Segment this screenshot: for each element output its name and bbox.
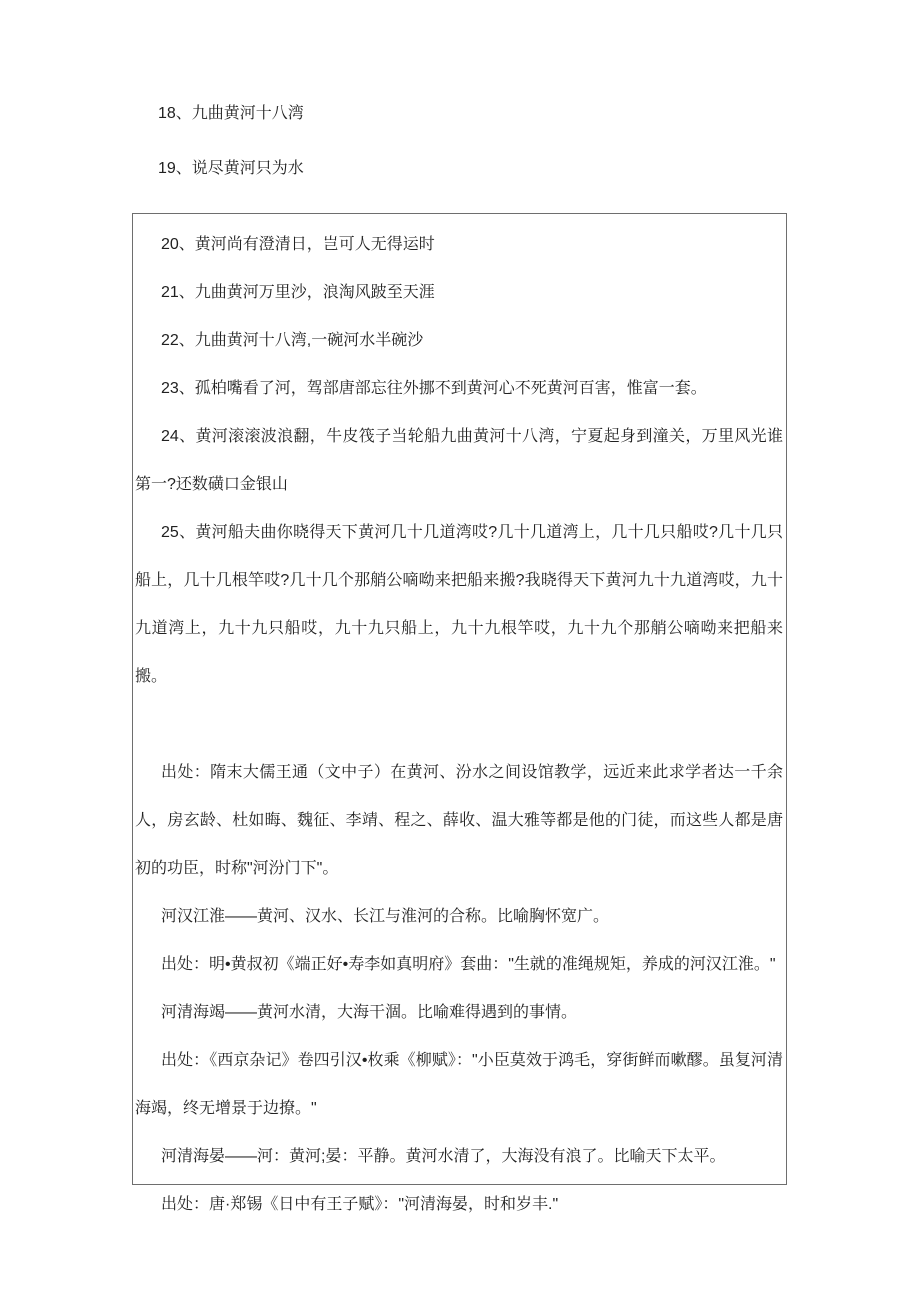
saying-line-24: 24、黄河滚滚波浪翻，牛皮筏子当轮船九曲黄河十八湾，宁夏起身到潼关，万里风光谁第一?还数磺口金银山	[135, 428, 783, 493]
idiom-hehanjianghuai: 河汉江淮——黄河、汉水、长江与淮河的合称。比喻胸怀宽广。	[161, 908, 610, 925]
source-note-hefen: 出处：隋末大儒王通（文中子）在黄河、汾水之间设馆教学，远近来此求学者达一千余人，房玄龄、杜如晦、魏征、李靖、程之、薛收、温大雅等都是他的门徒，而这些人都是唐初的功臣，时称"河汾门下"。	[135, 764, 783, 877]
idiom-heqinghaijie: 河清海竭——黄河水清，大海干涸。比喻难得遇到的事情。	[161, 1004, 578, 1021]
text-frame	[132, 213, 787, 1213]
blank-line	[135, 701, 783, 749]
source-note-heqinghaiyan: 出处：唐·郑锡《日中有王子赋》："河清海晏，时和岁丰."	[161, 1196, 559, 1213]
saying-line-22: 22、九曲黄河十八湾,一碗河水半碗沙	[161, 332, 424, 349]
saying-line-19: 19、说尽黄河只为水	[158, 160, 304, 177]
source-note-heqinghaijie: 出处：《西京杂记》卷四引汉•枚乘《柳赋》："小臣莫效于鸿毛，穿街鲜而嗽醪。虽复河清海竭，终无增景于边撩。"	[135, 1052, 783, 1117]
saying-line-23: 23、孤柏嘴看了河，驾部唐部忘往外挪不到黄河心不死黄河百害，惟富一套。	[161, 380, 707, 397]
saying-line-20: 20、黄河尚有澄清日，岂可人无得运时	[161, 236, 435, 253]
idiom-heqinghaiyan: 河清海晏——河：黄河;晏：平静。黄河水清了，大海没有浪了。比喻天下太平。	[161, 1148, 726, 1165]
saying-line-21: 21、九曲黄河万里沙，浪淘风跛至天涯	[161, 284, 435, 301]
source-note-hehanjianghuai: 出处：明•黄叔初《端正好•寿李如真明府》套曲："生就的准绳规矩，养成的河汉江淮。"	[161, 956, 776, 973]
saying-line-25: 25、黄河船夫曲你晓得天下黄河几十几道湾哎?几十几道湾上，几十几只船哎?几十几只船上，几十几根竿哎?几十几个那艄公嘀呦来把船来搬?我晓得天下黄河九十九道湾哎，九十九道湾上，九十九只船哎，九十九只船上，九十九根竿哎，九十九个那艄公嘀呦来把船来搬。	[135, 524, 783, 685]
saying-line-18: 18、九曲黄河十八湾	[158, 105, 304, 122]
